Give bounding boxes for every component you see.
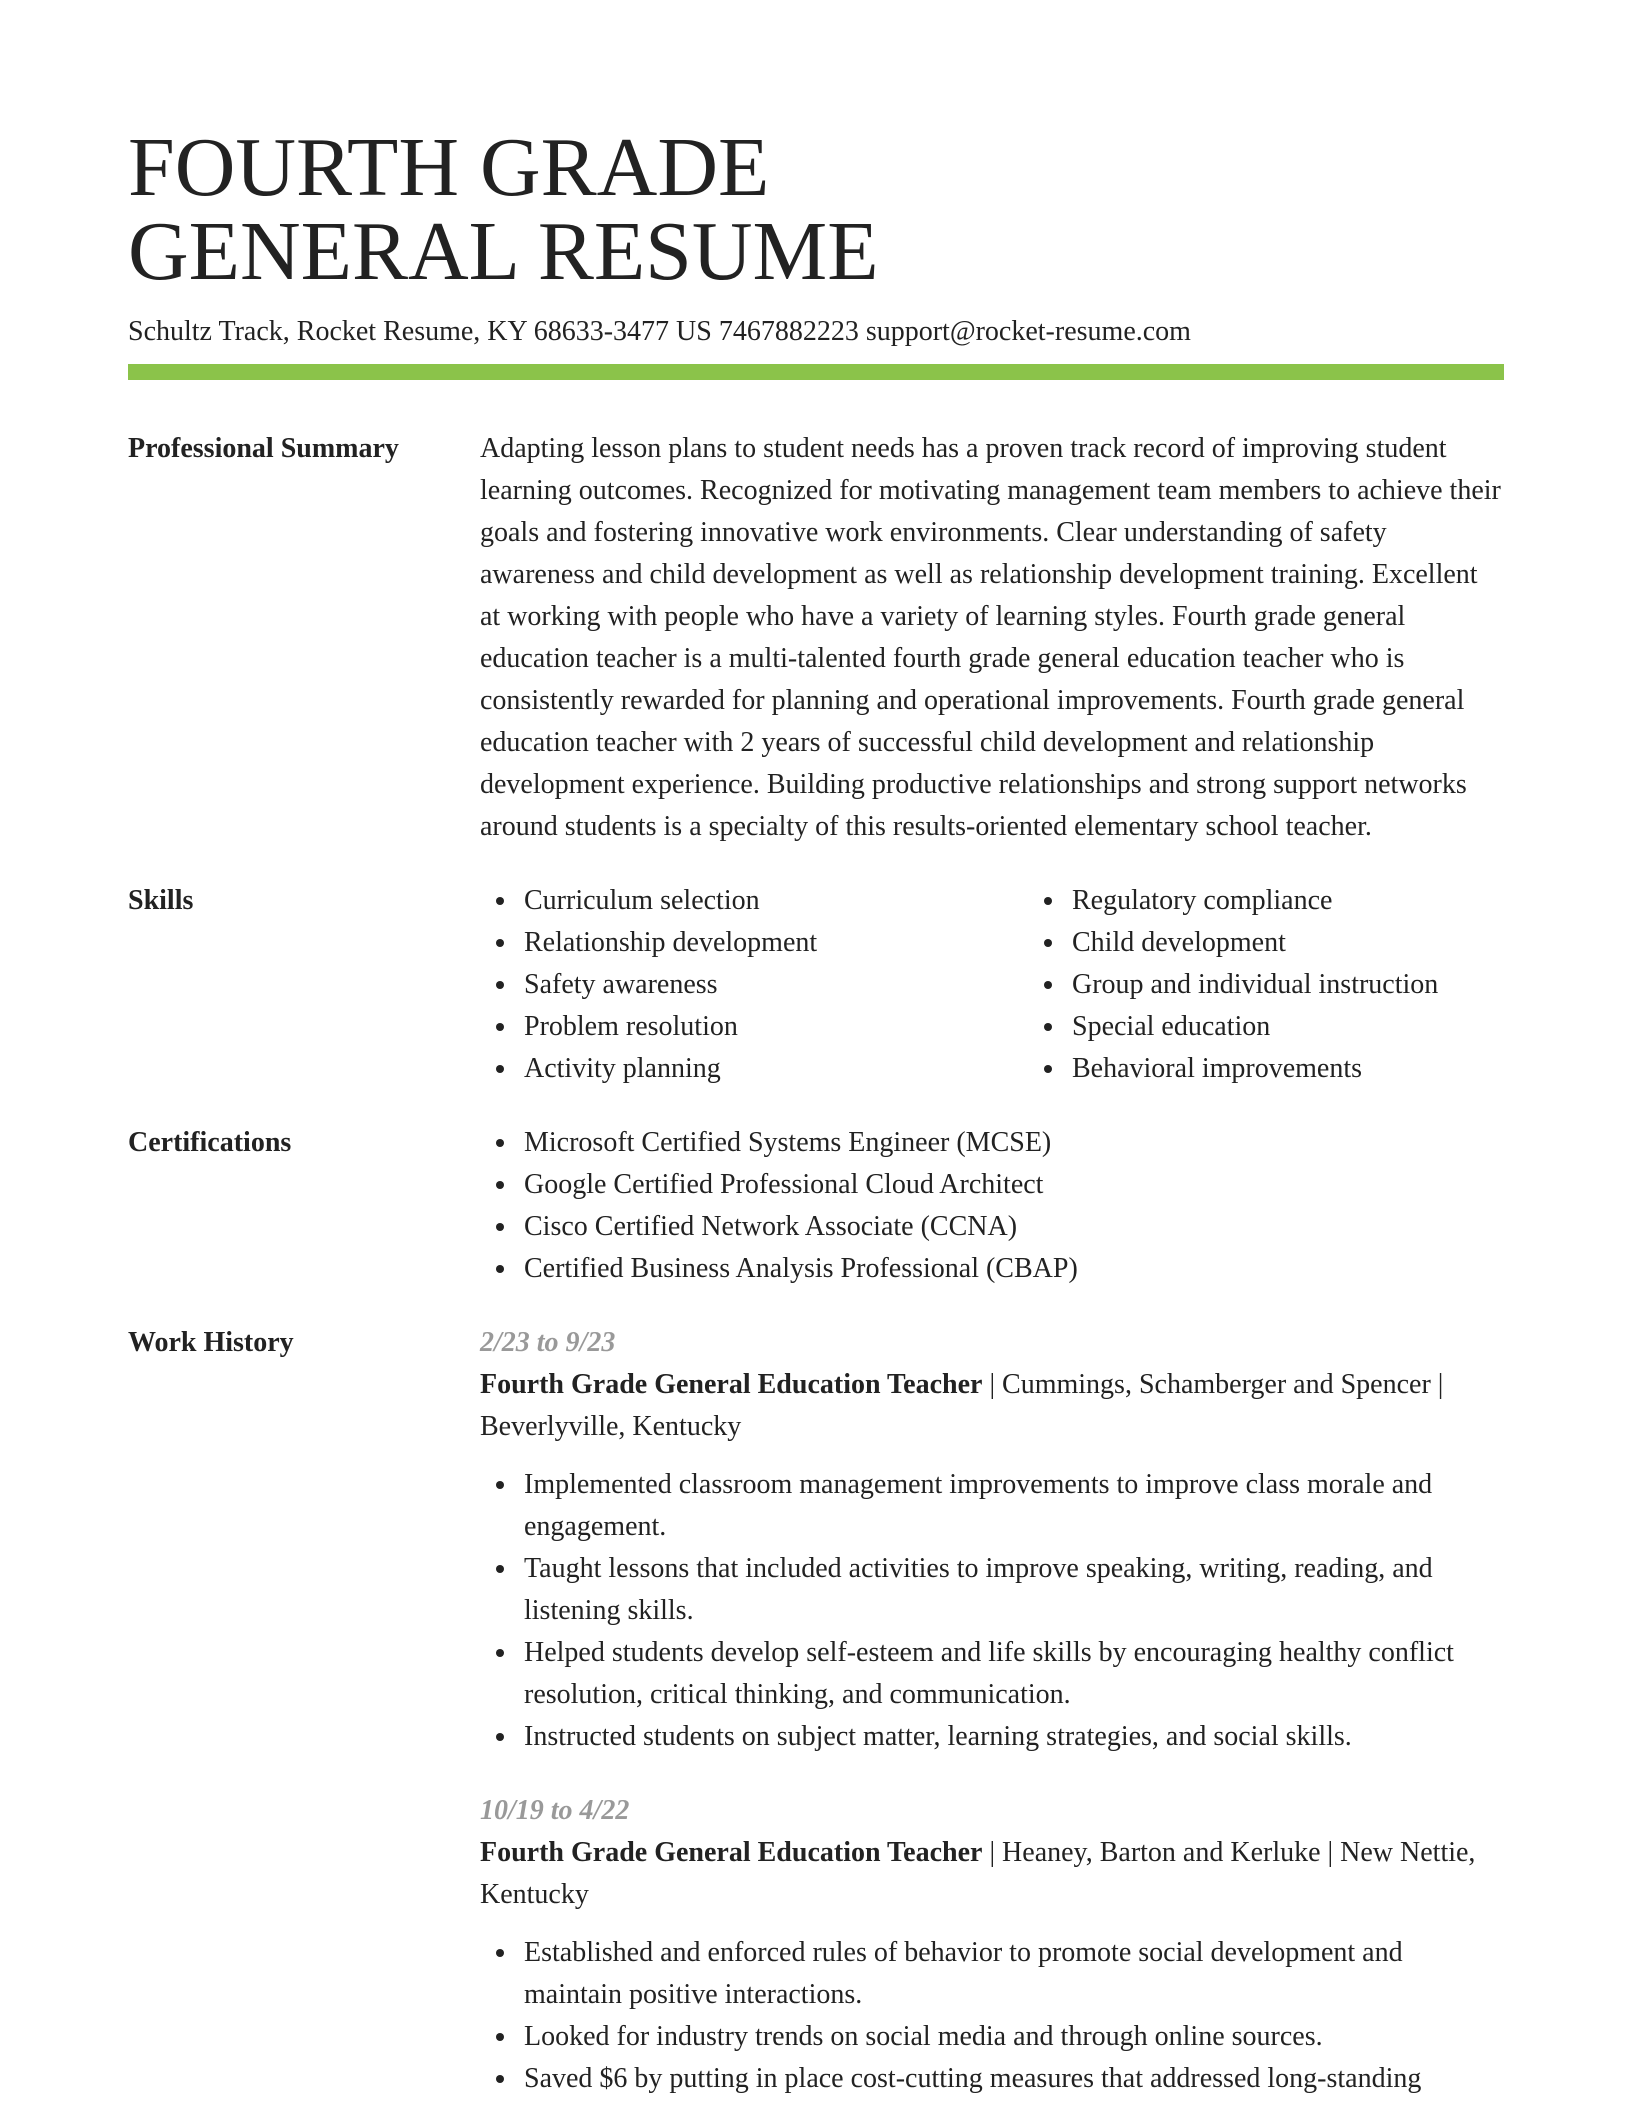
skill-item: Activity planning bbox=[524, 1048, 984, 1090]
skill-item: Behavioral improvements bbox=[1072, 1048, 1532, 1090]
skill-item: Problem resolution bbox=[524, 1006, 984, 1048]
job-date: 10/19 to 4/22 bbox=[480, 1795, 630, 1826]
job-employer-location: | Cummings, Schamberger and Spencer | Beverlyville, Kentucky bbox=[480, 1369, 1444, 1442]
resume-title-line-1: FOURTH GRADE bbox=[128, 121, 770, 214]
skills-columns bbox=[480, 880, 1504, 1090]
job-duty-item: Established and enforced rules of behavior to promote social development and maintain positive interactions. bbox=[524, 1932, 1504, 2016]
job-entry bbox=[480, 1322, 1504, 1758]
skill-item: Curriculum selection bbox=[524, 880, 984, 922]
job-duty-item: Implemented classroom management improvements to improve class morale and engagement. bbox=[524, 1464, 1504, 1548]
work-history-body bbox=[480, 1322, 1504, 2100]
accent-divider bbox=[128, 364, 1504, 380]
job-heading bbox=[480, 1832, 1504, 1916]
job-duty-item: Helped students develop self-esteem and life skills by encouraging healthy conflict resolution, critical thinking, and communication. bbox=[524, 1632, 1504, 1716]
certifications-body bbox=[480, 1122, 1504, 1290]
job-employer-location: | Heaney, Barton and Kerluke | New Nettie, Kentucky bbox=[480, 1837, 1476, 1910]
skill-item: Relationship development bbox=[524, 922, 984, 964]
skill-item: Special education bbox=[1072, 1006, 1532, 1048]
section-label-professional-summary: Professional Summary bbox=[128, 433, 399, 464]
job-duties-list bbox=[480, 1464, 1504, 1758]
skill-item: Regulatory compliance bbox=[1072, 880, 1532, 922]
section-certifications bbox=[128, 1122, 1504, 1290]
skills-list-right bbox=[1028, 880, 1532, 1090]
certification-item: Certified Business Analysis Professional (CBAP) bbox=[524, 1248, 1504, 1290]
job-entry bbox=[480, 1790, 1504, 2100]
skills-list-left bbox=[480, 880, 984, 1090]
job-duty-item: Saved $6 by putting in place cost-cutting measures that addressed long-standing bbox=[524, 2058, 1504, 2100]
job-duty-item: Looked for industry trends on social media and through online sources. bbox=[524, 2016, 1504, 2058]
certification-item: Google Certified Professional Cloud Architect bbox=[524, 1164, 1504, 1206]
section-label-certifications: Certifications bbox=[128, 1127, 292, 1158]
job-title: Fourth Grade General Education Teacher bbox=[480, 1369, 983, 1400]
resume-title-line-2: GENERAL RESUME bbox=[128, 205, 879, 298]
section-label-work-history: Work History bbox=[128, 1327, 294, 1358]
contact-info: Schultz Track, Rocket Resume, KY 68633-3477 US 7467882223 support@rocket-resume.com bbox=[128, 316, 1191, 347]
summary-text: Adapting lesson plans to student needs has a proven track record of improving student learning outcomes. Recognized for motivating management team members to achieve their goals and fostering innovative work environments. Clear understanding of safety awareness and child development as well as relationship development training. Excellent at working with people who have a variety of learning styles. Fourth grade general education teacher is a multi-talented fourth grade general education teacher who is consistently rewarded for planning and operational improvements. Fourth grade general education teacher with 2 years of successful child development and relationship development experience. Building productive relationships and strong support networks around students is a specialty of this results-oriented elementary school teacher. bbox=[480, 433, 1501, 842]
job-duty-item: Instructed students on subject matter, learning strategies, and social skills. bbox=[524, 1716, 1504, 1758]
section-label-skills: Skills bbox=[128, 885, 194, 916]
resume-title bbox=[128, 0, 1504, 298]
section-professional-summary bbox=[128, 428, 1504, 848]
resume-page bbox=[128, 0, 1504, 2100]
job-duty-item: Taught lessons that included activities to improve speaking, writing, reading, and listening skills. bbox=[524, 1548, 1504, 1632]
skill-item: Group and individual instruction bbox=[1072, 964, 1532, 1006]
job-heading bbox=[480, 1364, 1504, 1448]
job-date: 2/23 to 9/23 bbox=[480, 1327, 616, 1358]
job-title: Fourth Grade General Education Teacher bbox=[480, 1837, 983, 1868]
certification-item: Microsoft Certified Systems Engineer (MCSE) bbox=[524, 1122, 1504, 1164]
certification-item: Cisco Certified Network Associate (CCNA) bbox=[524, 1206, 1504, 1248]
section-work-history bbox=[128, 1322, 1504, 2100]
skill-item: Safety awareness bbox=[524, 964, 984, 1006]
certifications-list bbox=[480, 1122, 1504, 1290]
section-skills bbox=[128, 880, 1504, 1090]
skill-item: Child development bbox=[1072, 922, 1532, 964]
job-duties-list bbox=[480, 1932, 1504, 2100]
